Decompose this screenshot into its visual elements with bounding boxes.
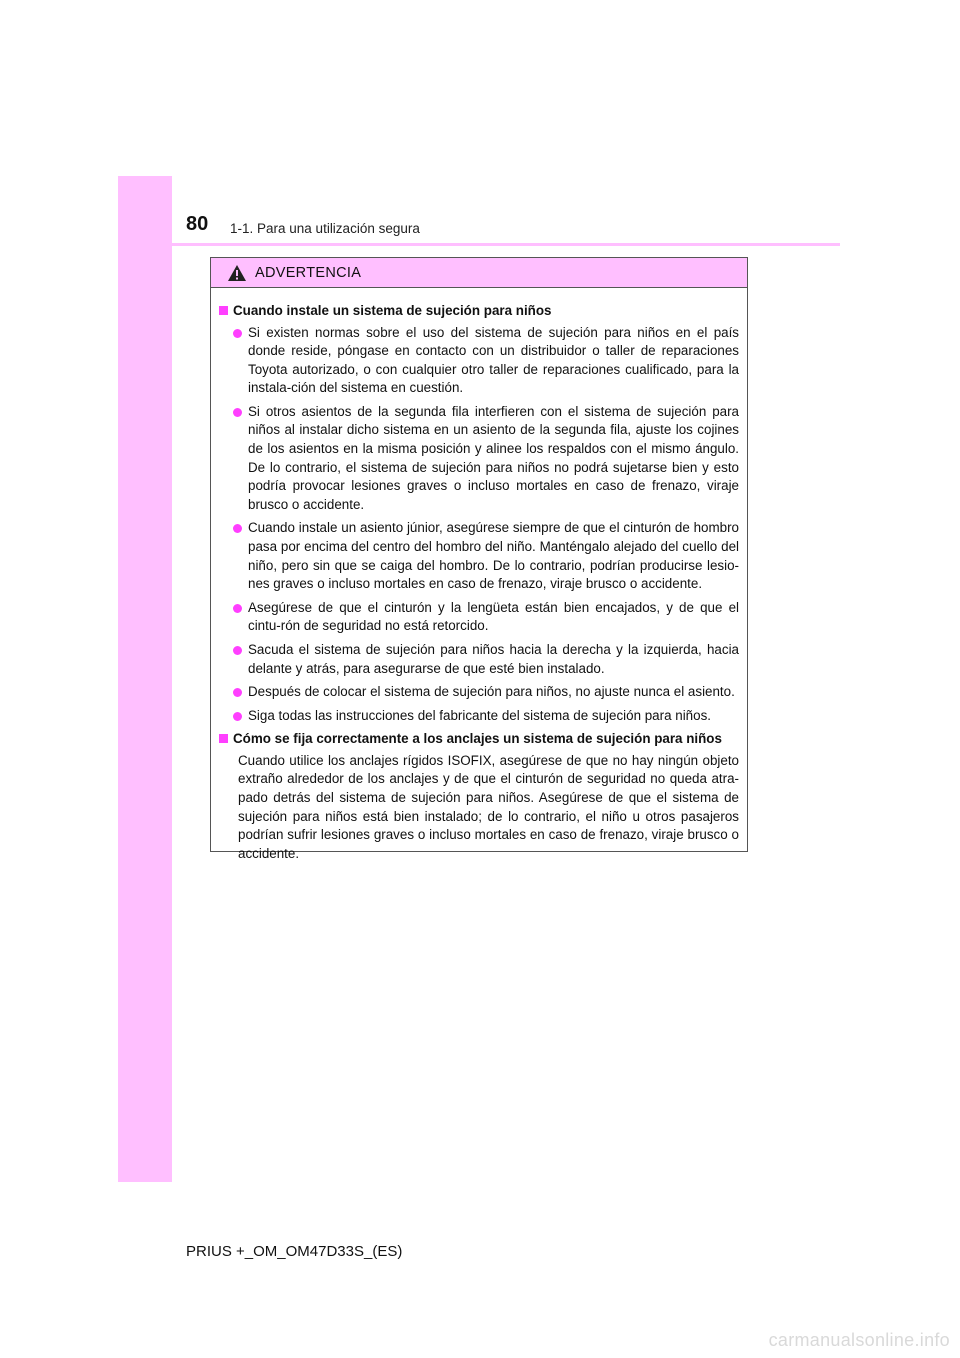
document-code: PRIUS +_OM_OM47D33S_(ES) [186, 1243, 403, 1260]
list-item-text: Siga todas las instrucciones del fabricante del sistema de sujeción para niños. [248, 707, 711, 723]
section-heading-text: Cómo se fija correctamente a los anclajes un sistema de sujeción para niños [233, 731, 722, 747]
list-item [218, 519, 739, 593]
warning-body [211, 288, 747, 863]
circle-bullet-icon [233, 688, 242, 697]
list-item-text: Después de colocar el sistema de sujeción para niños, no ajuste nunca el asiento. [248, 684, 735, 700]
list-item [218, 324, 739, 398]
list-item [218, 707, 739, 726]
side-tab-band [118, 176, 172, 1182]
section-heading [218, 730, 739, 749]
watermark: carmanualsonline.info [768, 1330, 950, 1350]
section-heading [218, 302, 739, 321]
circle-bullet-icon [233, 712, 242, 721]
list-item [218, 403, 739, 515]
circle-bullet-icon [233, 329, 242, 338]
list-item-text: Sacuda el sistema de sujeción para niños hacia la derecha y la izquierda, hacia delante y atrás, para asegurarse de que esté bien instalado. [248, 642, 739, 676]
list-item-text: Cuando instale un asiento júnior, asegúrese siempre de que el cinturón de hombro pasa por encima del centro del hombro del niño. Manténgalo alejado del cuello del niño, pero sin que se caiga del hombro. De lo contrario, podrían producirse lesio-nes graves o incluso mortales en caso de frenazo, viraje brusco o accidente. [248, 520, 739, 592]
section-paragraph: Cuando utilice los anclajes rígidos ISOFIX, asegúrese de que no hay ningún objeto extraño alrededor de los anclajes y de que el cinturón de seguridad no queda atra-pado detrás del sistema de sujeción para niños. Asegúrese de que el sistema de sujeción para niños está bien instalado; de lo contrario, el niño u otros pasajeros podrían sufrir lesiones graves o incluso mortales en caso de frenazo, viraje brusco o accidente. [238, 752, 739, 861]
list-item-text: Si existen normas sobre el uso del sistema de sujeción para niños en el país donde reside, póngase en contacto con un distribuidor o taller de reparaciones Toyota autorizado, o con cualquier otro taller de reparaciones cualificado, para la instala-ción del sistema en cuestión. [248, 324, 739, 396]
list-item-text: Asegúrese de que el cinturón y la lengüeta están bien encajados, y de que el cintu-rón de seguridad no está retorcido. [248, 599, 739, 634]
section-title: 1-1. Para una utilización segura [230, 221, 420, 236]
warning-triangle-icon [227, 264, 247, 282]
warning-box [210, 257, 748, 861]
list-item [218, 599, 739, 636]
warning-header [211, 258, 747, 288]
circle-bullet-icon [233, 524, 242, 533]
section-heading-text: Cuando instale un sistema de sujeción para niños [233, 303, 552, 318]
warning-title: ADVERTENCIA [255, 264, 362, 281]
list-item [218, 683, 739, 702]
square-bullet-icon [219, 306, 228, 315]
list-item [218, 641, 739, 678]
circle-bullet-icon [233, 408, 242, 417]
square-bullet-icon [219, 734, 228, 743]
circle-bullet-icon [233, 646, 242, 655]
list-item-text: Si otros asientos de la segunda fila interfieren con el sistema de sujeción para niños al instalar dicho sistema en un asiento de la segunda fila, ajuste los cojines de los asientos en la misma posición y alinee los respaldos con el mismo ángulo. De lo contrario, el sistema de sujeción para niños no podrá sujetarse bien y esto podría provocar lesiones graves o incluso mortales en caso de frenazo, viraje brusco o accidente. [248, 403, 739, 512]
header-divider [118, 243, 840, 246]
circle-bullet-icon [233, 604, 242, 613]
page-number: 80 [186, 213, 209, 235]
